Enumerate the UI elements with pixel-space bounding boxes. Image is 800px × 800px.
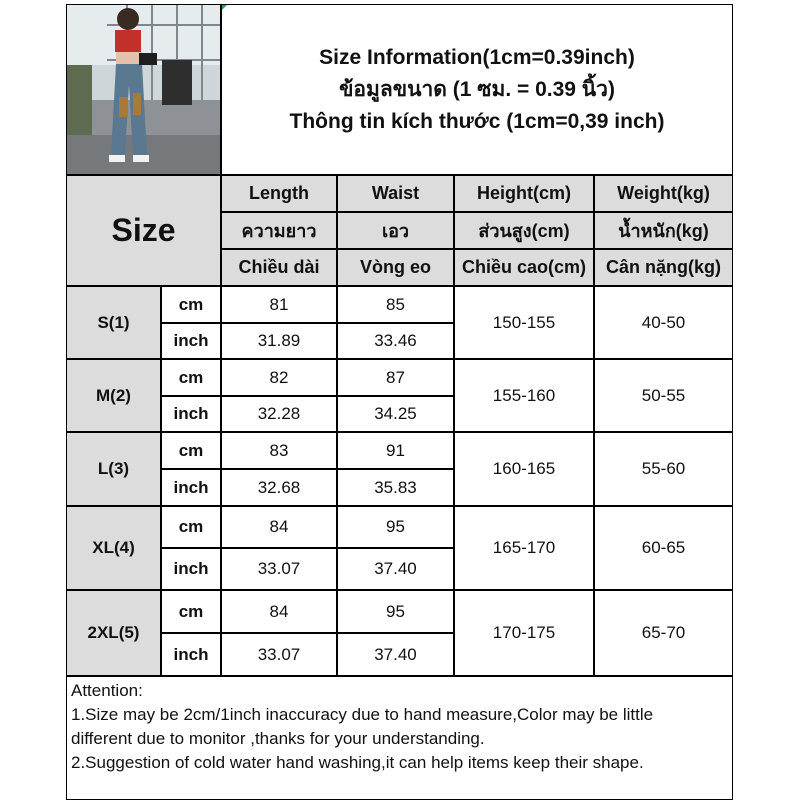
waist-inch: 33.46 xyxy=(337,323,454,359)
title-thai: ข้อมูลขนาด (1 ซม. = 0.39 นิ้ว) xyxy=(339,77,615,101)
waist-inch: 34.25 xyxy=(337,396,454,432)
unit-cm: cm xyxy=(161,590,221,633)
waist-cm: 87 xyxy=(337,359,454,396)
unit-inch: inch xyxy=(161,633,221,676)
size-cell: M(2) xyxy=(66,359,161,432)
waist-cm: 85 xyxy=(337,286,454,323)
weight-range: 55-60 xyxy=(594,432,733,506)
size-cell: 2XL(5) xyxy=(66,590,161,676)
header-length-en: Length xyxy=(221,175,337,212)
height-range: 170-175 xyxy=(454,590,594,676)
unit-cm: cm xyxy=(161,286,221,323)
length-inch: 33.07 xyxy=(221,633,337,676)
waist-inch: 35.83 xyxy=(337,469,454,506)
header-height-en: Height(cm) xyxy=(454,175,594,212)
header-waist-th: เอว xyxy=(337,212,454,249)
size-cell: L(3) xyxy=(66,432,161,506)
title-english: Size Information(1cm=0.39inch) xyxy=(319,45,635,69)
length-inch: 31.89 xyxy=(221,323,337,359)
length-cm: 82 xyxy=(221,359,337,396)
attention-line-1: 1.Size may be 2cm/1inch inaccuracy due to hand measure,Color may be little xyxy=(71,705,654,724)
attention-heading: Attention: xyxy=(71,681,143,700)
weight-range: 60-65 xyxy=(594,506,733,590)
height-range: 155-160 xyxy=(454,359,594,432)
length-cm: 81 xyxy=(221,286,337,323)
header-length-th: ความยาว xyxy=(221,212,337,249)
title-vietnamese: Thông tin kích thước (1cm=0,39 inch) xyxy=(289,109,665,133)
waist-cm: 95 xyxy=(337,590,454,633)
size-cell: S(1) xyxy=(66,286,161,359)
length-cm: 83 xyxy=(221,432,337,469)
weight-range: 50-55 xyxy=(594,359,733,432)
weight-range: 40-50 xyxy=(594,286,733,359)
header-height-vi: Chiều cao(cm) xyxy=(454,249,594,286)
header-height-th: ส่วนสูง(cm) xyxy=(454,212,594,249)
product-photo-illustration xyxy=(67,5,220,174)
unit-cm: cm xyxy=(161,506,221,548)
weight-range: 65-70 xyxy=(594,590,733,676)
attention-line-2: different due to monitor ,thanks for your understanding. xyxy=(71,729,485,748)
header-weight-th: น้ำหนัก(kg) xyxy=(594,212,733,249)
height-range: 165-170 xyxy=(454,506,594,590)
unit-inch: inch xyxy=(161,469,221,506)
length-inch: 32.28 xyxy=(221,396,337,432)
waist-inch: 37.40 xyxy=(337,633,454,676)
title-box xyxy=(221,4,733,175)
length-cm: 84 xyxy=(221,590,337,633)
length-inch: 32.68 xyxy=(221,469,337,506)
product-photo xyxy=(66,4,221,175)
waist-cm: 95 xyxy=(337,506,454,548)
height-range: 150-155 xyxy=(454,286,594,359)
height-range: 160-165 xyxy=(454,432,594,506)
unit-inch: inch xyxy=(161,323,221,359)
attention-note xyxy=(66,676,733,800)
length-cm: 84 xyxy=(221,506,337,548)
header-waist-vi: Vòng eo xyxy=(337,249,454,286)
unit-cm: cm xyxy=(161,359,221,396)
attention-line-3: 2.Suggestion of cold water hand washing,it can help items keep their shape. xyxy=(71,753,644,772)
waist-inch: 37.40 xyxy=(337,548,454,590)
header-waist-en: Waist xyxy=(337,175,454,212)
unit-inch: inch xyxy=(161,396,221,432)
unit-inch: inch xyxy=(161,548,221,590)
size-header: Size xyxy=(66,175,221,286)
length-inch: 33.07 xyxy=(221,548,337,590)
waist-cm: 91 xyxy=(337,432,454,469)
size-cell: XL(4) xyxy=(66,506,161,590)
unit-cm: cm xyxy=(161,432,221,469)
header-weight-en: Weight(kg) xyxy=(594,175,733,212)
header-length-vi: Chiều dài xyxy=(221,249,337,286)
size-chart xyxy=(66,4,733,800)
header-weight-vi: Cân nặng(kg) xyxy=(594,249,733,286)
